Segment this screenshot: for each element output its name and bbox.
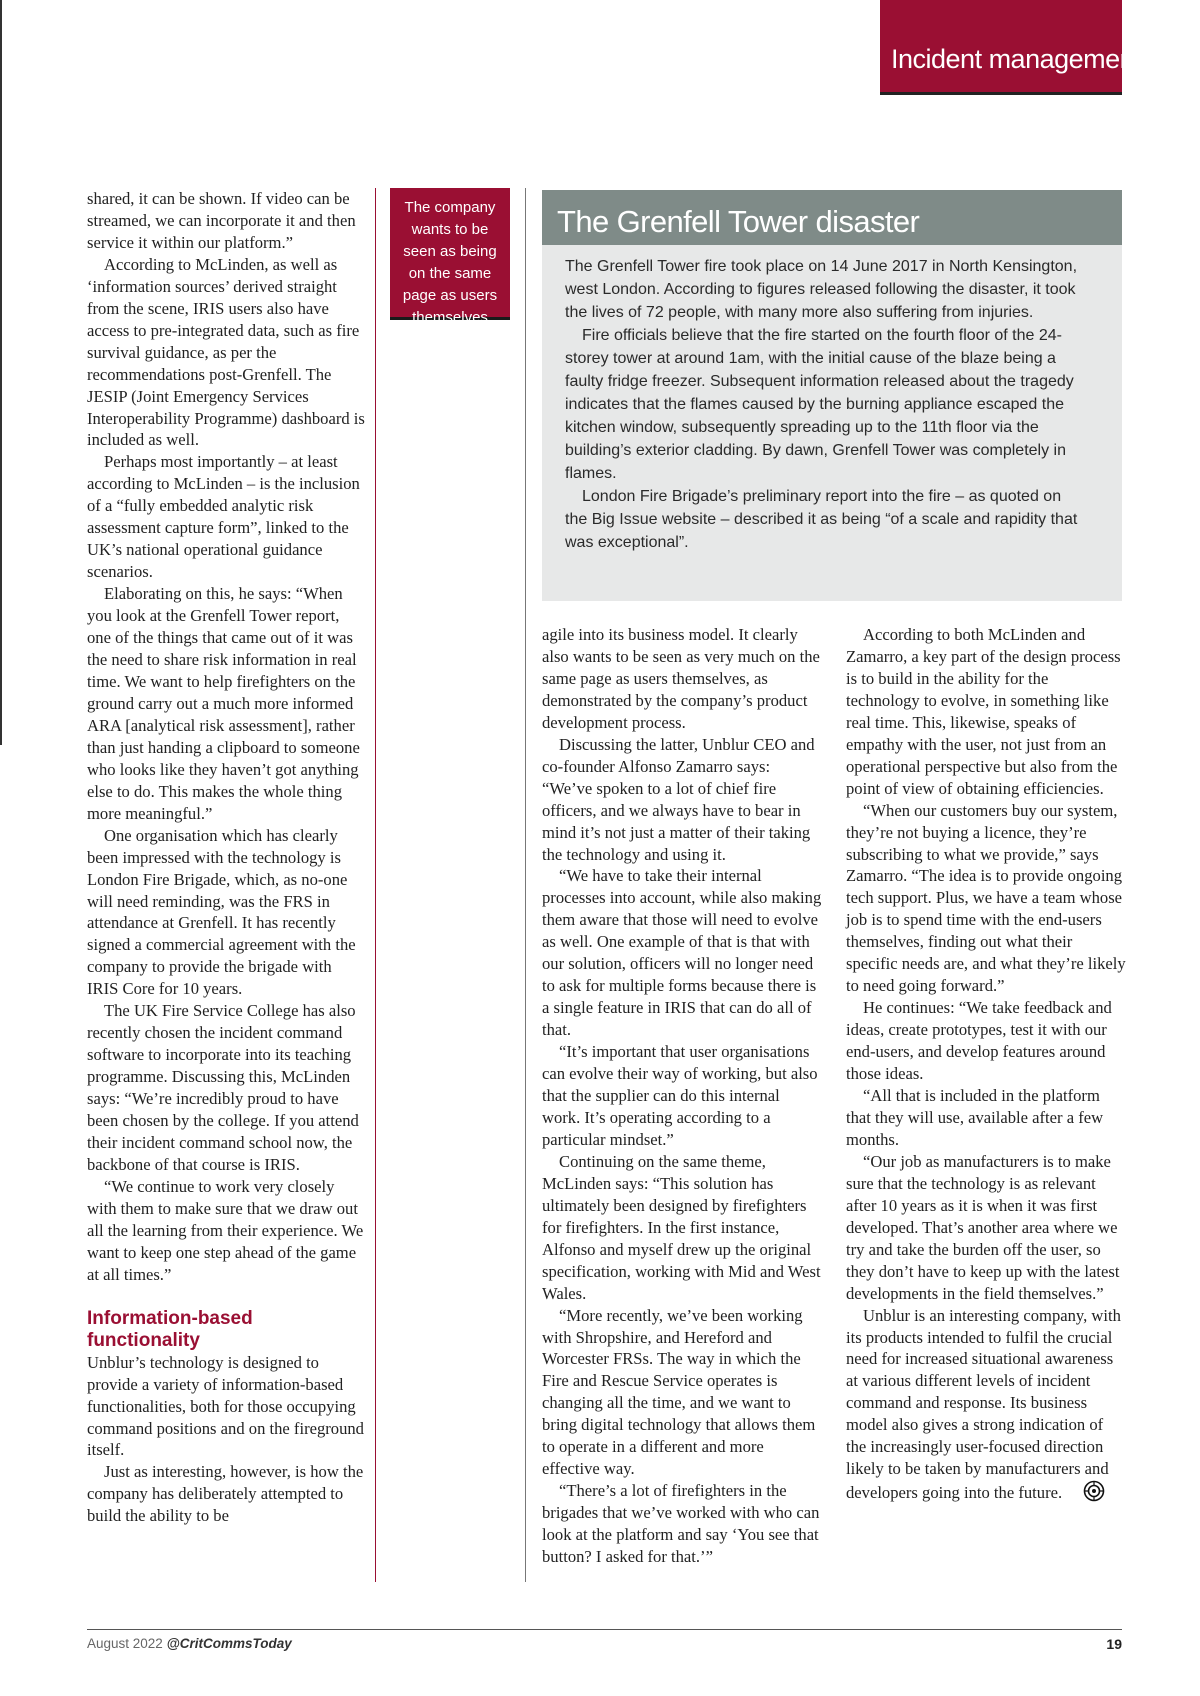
article-column-2 xyxy=(542,624,822,1568)
paragraph: Elaborating on this, he says: “When you look at the Grenfell Tower report, one of the things that came out of it was the need to share risk information in real time. We want to help firefighters on the ground carry out a much more informed ARA [analytical risk assessment], rather than just handing a clipboard to someone who looks like they haven’t got anything else to do. This makes the whole thing more meaningful.” xyxy=(87,584,360,823)
paragraph: “When our customers buy our system, they’re not buying a licence, they’re subscribing to what we provide,” says Zamarro. “The idea is to provide ongoing tech support. Plus, we have a team whose job is to spend time with the end-users themselves, finding out what their specific needs are, and what they’re likely to need going forward.” xyxy=(846,800,1126,996)
paragraph: He continues: “We take feedback and ideas, create prototypes, test it with our end-users, and develop features around those ideas. xyxy=(846,998,1112,1084)
boxout-paragraph: The Grenfell Tower fire took place on 14 June 2017 in North Kensington, west London. According to figures released following the disaster, it took the lives of 72 people, with many more also suffering from injuries. xyxy=(565,258,1078,321)
critical-comms-end-mark-icon xyxy=(1066,1480,1105,1508)
paragraph-text: Unblur is an interesting company, with its products intended to fulfil the crucial need for increased situational awareness at various different levels of incident command and response. Its business model also gives a strong indication of the increasingly user-focused direction likely to be taken by manufacturers and developers going into the future. xyxy=(846,1305,1121,1502)
boxout-title: The Grenfell Tower disaster xyxy=(542,190,1122,245)
paragraph: “Our job as manufacturers is to make sure that the technology is as relevant after 10 years as it is when it was first developed. That’s another area where we try and take the burden off the user, so they don’t have to keep up with the latest developments in the field themselves.” xyxy=(846,1151,1120,1303)
footer-date: August 2022 xyxy=(87,1636,163,1651)
article-column-1 xyxy=(87,188,367,1527)
footer-handle: @CritCommsToday xyxy=(166,1636,292,1651)
subheading: Information-based functionality xyxy=(87,1307,253,1351)
final-paragraph xyxy=(846,1305,1126,1509)
paragraph: “All that is included in the platform that they will use, available after a few months. xyxy=(846,1086,1104,1149)
paragraph: One organisation which has clearly been impressed with the technology is London Fire Brigade, which, as no-one will need reminding, was the FRS in attendance at Grenfell. It has recently signed a commercial agreement with the company to provide the brigade with IRIS Core for 10 years. xyxy=(87,825,356,999)
column-divider xyxy=(525,188,526,1582)
column-divider xyxy=(375,188,376,1582)
page-number: 19 xyxy=(1106,1636,1122,1652)
boxout-paragraph: Fire officials believe that the fire started on the fourth floor of the 24-storey tower at around 1am, with the initial cause of the blaze being a faulty fridge freezer. Subsequent information released about the tragedy indicates that the flames caused by the burning appliance escaped the kitchen window, subsequently spreading up to the 11th floor via the building’s exterior cladding. By dawn, Grenfell Tower was completely in flames. xyxy=(565,327,1074,482)
paragraph: Discussing the latter, Unblur CEO and co-founder Alfonso Zamarro says: “We’ve spoken to a lot of chief fire officers, and we always have to bear in mind it’s not just a matter of their taking the technology and using it. xyxy=(542,734,815,864)
footer-rule xyxy=(87,1629,1122,1630)
paragraph: Just as interesting, however, is how the company has deliberately attempted to build the ability to be xyxy=(87,1462,364,1526)
pull-quote xyxy=(390,188,510,326)
pull-quote-text: The company wants to be seen as being on the same page as users themselves xyxy=(402,199,498,326)
grenfell-boxout xyxy=(542,190,1122,601)
section-header-tab xyxy=(880,0,1142,95)
page-edge-line xyxy=(0,0,2,745)
paragraph: shared, it can be shown. If video can be streamed, we can incorporate it and then service it within our platform.” xyxy=(87,189,356,252)
paragraph: According to both McLinden and Zamarro, a key part of the design process is to build in the ability for the technology to evolve, in something like real time. This, likewise, speaks of empathy with the user, not just from an operational perspective but also from the point of view of obtaining efficiencies. xyxy=(846,625,1121,798)
boxout-body xyxy=(542,245,1122,554)
paragraph: “It’s important that user organisations can evolve their way of working, but also that the supplier can do this internal work. It’s operating according to a particular mindset.” xyxy=(542,1042,818,1149)
paragraph: Perhaps most importantly – at least according to McLinden – is the inclusion of a “fully embedded analytic risk assessment capture form”, linked to the UK’s national operational guidance scenarios. xyxy=(87,452,360,582)
paragraph: Continuing on the same theme, McLinden says: “This solution has ultimately been designed by firefighters for firefighters. In the first instance, Alfonso and myself drew up the original specification, working with Mid and West Wales. xyxy=(542,1151,821,1303)
paragraph: “More recently, we’ve been working with Shropshire, and Hereford and Worcester FRSs. The way in which the Fire and Rescue Service operates is changing all the time, and we want to bring digital technology that allows them to operate in a different and more effective way. xyxy=(542,1305,816,1479)
paragraph: The UK Fire Service College has also recently chosen the incident command software to incorporate into its teaching programme. Discussing this, McLinden says: “We’re incredibly proud to have been chosen by the college. If you attend their incident command school now, the backbone of that course is IRIS. xyxy=(87,1001,359,1174)
paragraph: “We continue to work very closely with them to make sure that we draw out all the learning from their experience. We want to keep one step ahead of the game at all times.” xyxy=(87,1176,364,1284)
article-column-3 xyxy=(846,624,1126,1508)
footer-info xyxy=(87,1636,292,1651)
boxout-paragraph: London Fire Brigade’s preliminary report into the fire – as quoted on the Big Issue website – described it as being “of a scale and rapidity that was exceptional”. xyxy=(565,488,1078,551)
paragraph: “We have to take their internal processes into account, while also making them aware that those will need to evolve as well. One example of that is that with our solution, officers will no longer need to ask for multiple forms because there is a single feature in IRIS that can do all of that. xyxy=(542,866,822,1040)
paragraph: Unblur’s technology is designed to provide a variety of information-based functionalities, both for those occupying command positions and on the fireground itself. xyxy=(87,1352,364,1460)
paragraph: According to McLinden, as well as ‘information sources’ derived straight from the scene, IRIS users also have access to pre-integrated data, such as fire survival guidance, as per the recommendations post-Grenfell. The JESIP (Joint Emergency Services Interoperability Programme) dashboard is included as well. xyxy=(87,254,365,450)
paragraph: “There’s a lot of firefighters in the brigades that we’ve worked with who can look at the platform and say ‘You see that button? I asked for that.’” xyxy=(542,1481,820,1567)
paragraph: agile into its business model. It clearly also wants to be seen as very much on the same page as users themselves, as demonstrated by the company’s product development process. xyxy=(542,625,820,732)
section-title: Incident management xyxy=(891,44,1142,74)
